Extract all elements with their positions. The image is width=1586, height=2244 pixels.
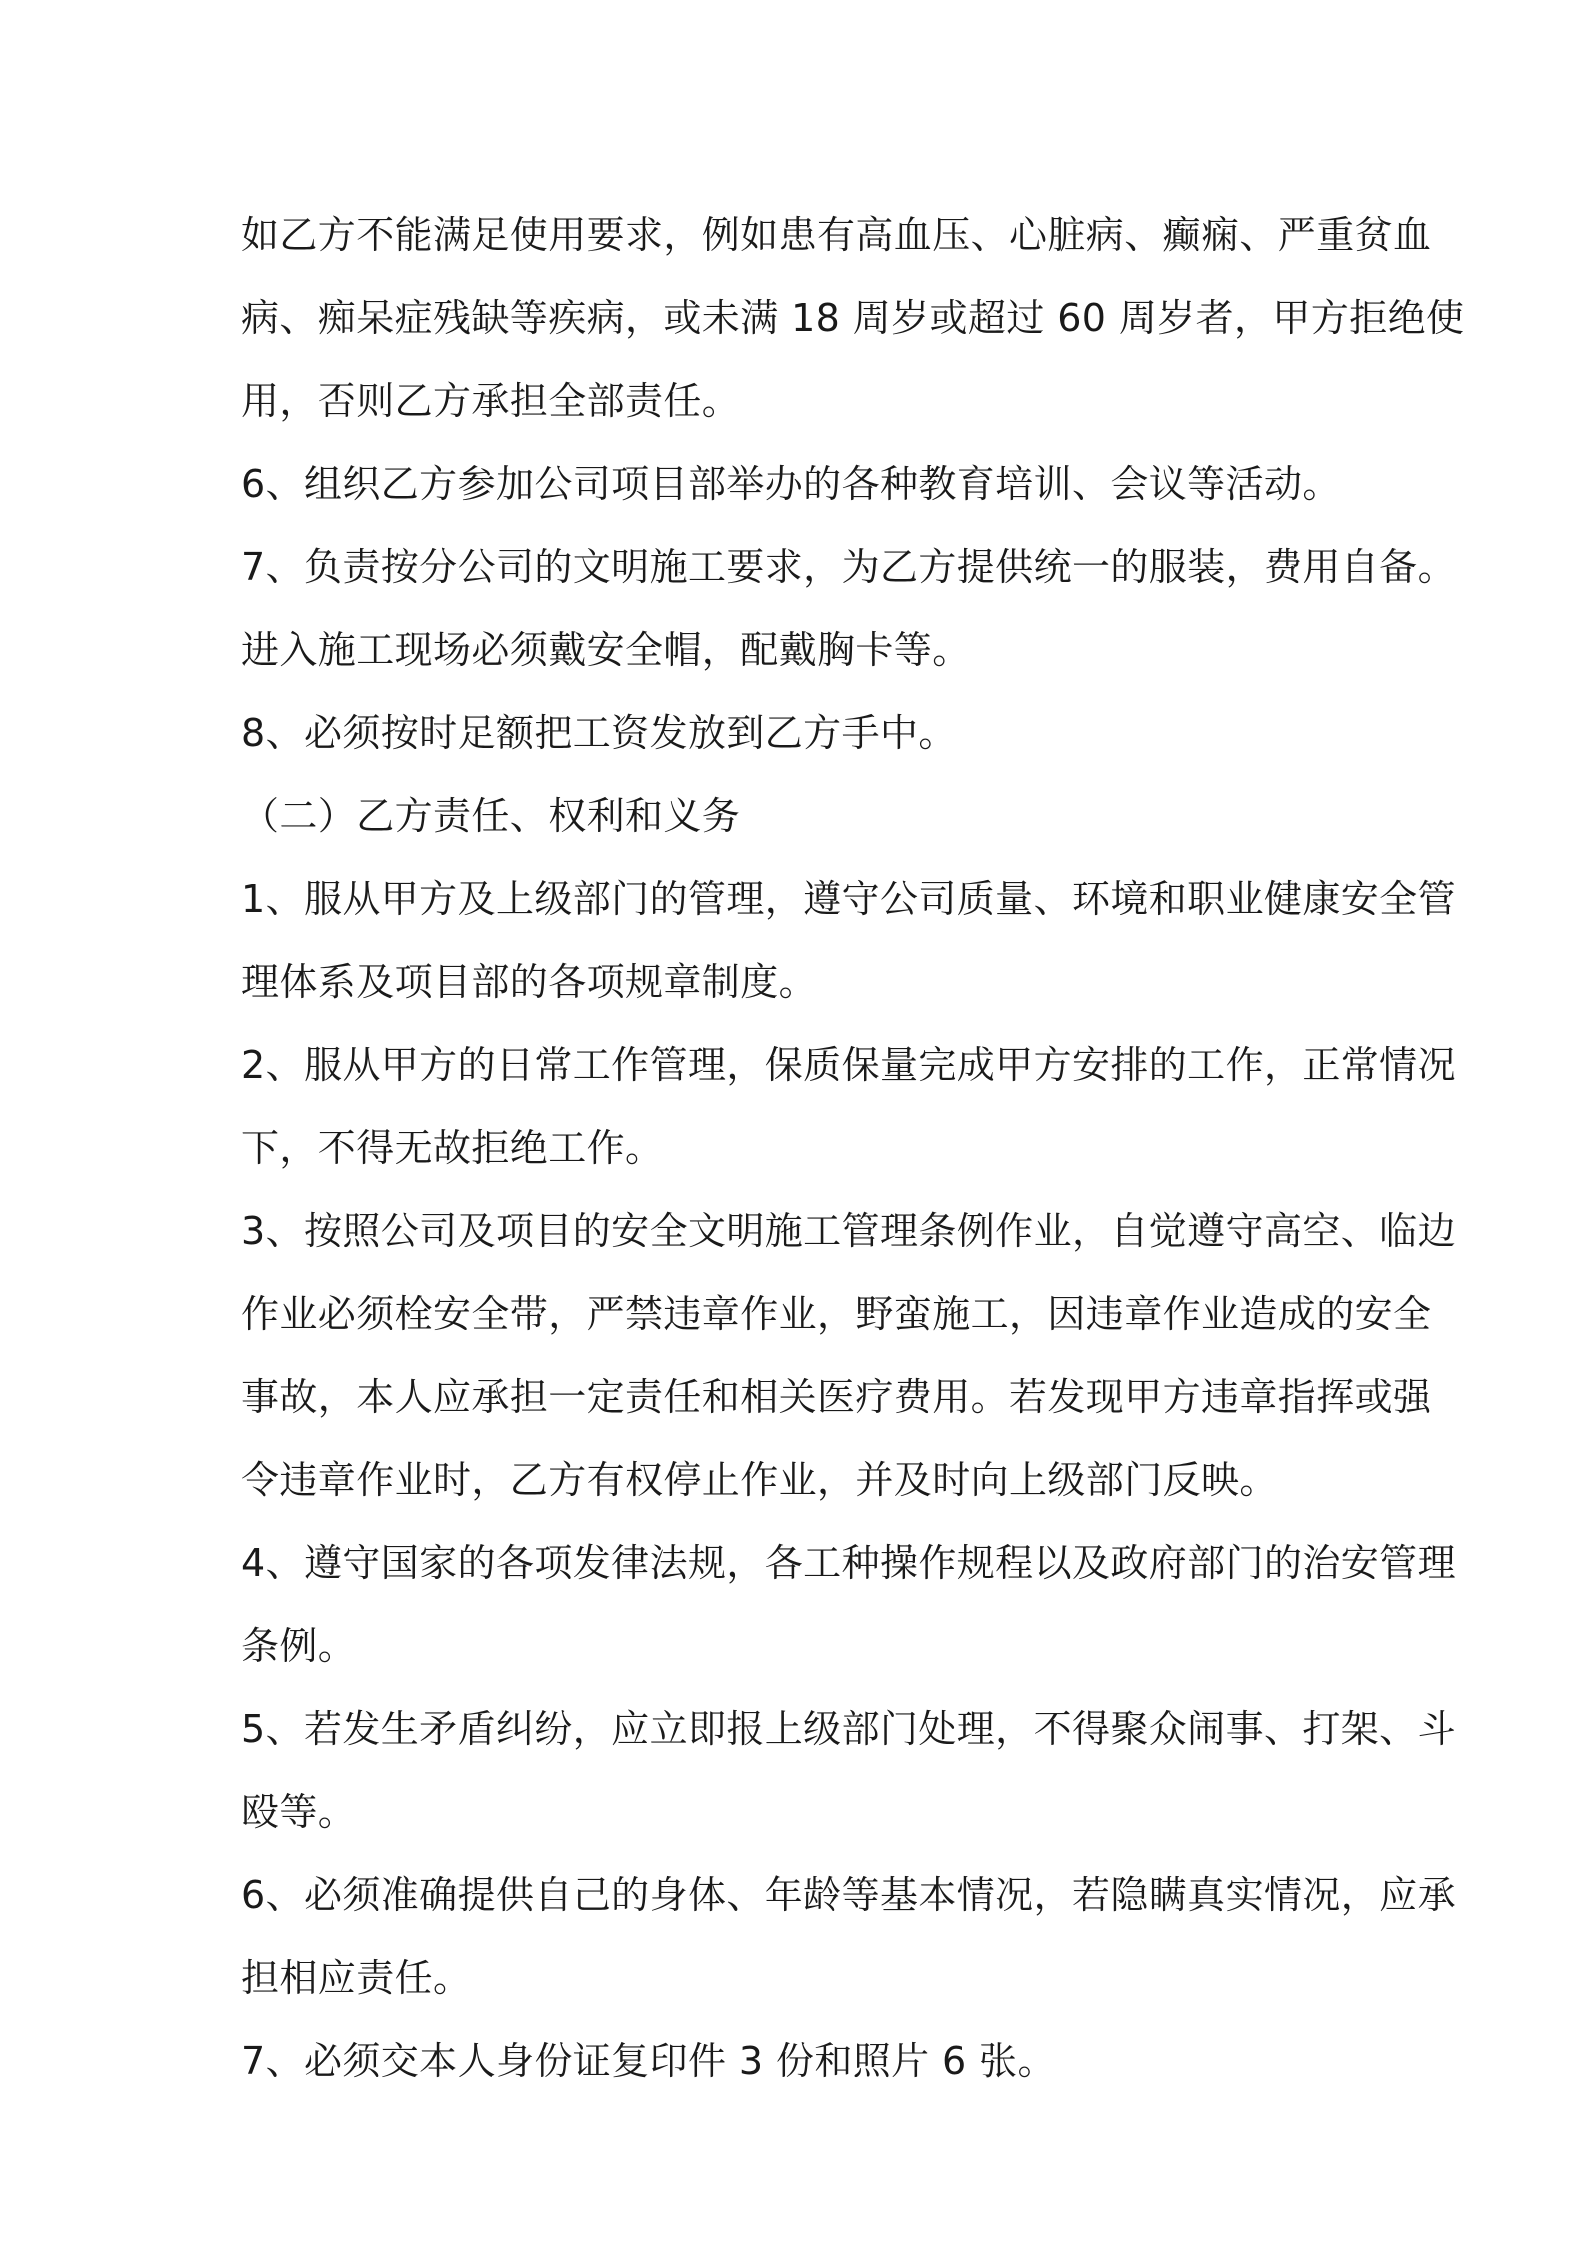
text-line: 下，不得无故拒绝工作。 [241,1126,664,1170]
text-line: 作业必须栓安全带，严禁违章作业，野蛮施工，因违章作业造成的安全 [241,1292,1432,1336]
text-line: 8、必须按时足额把工资发放到乙方手中。 [241,711,957,755]
text-line: 7、负责按分公司的文明施工要求，为乙方提供统一的服装，费用自备。 [241,545,1456,589]
text-line: 理体系及项目部的各项规章制度。 [241,960,818,1004]
text-line: 4、遵守国家的各项发律法规，各工种操作规程以及政府部门的治安管理 [241,1541,1456,1585]
document-body [241,194,1465,2103]
text-line: 殴等。 [241,1790,357,1834]
section-heading: （二）乙方责任、权利和义务 [241,794,741,838]
text-line: 事故，本人应承担一定责任和相关医疗费用。若发现甲方违章指挥或强 [241,1375,1432,1419]
text-line: 令违章作业时，乙方有权停止作业，并及时向上级部门反映。 [241,1458,1278,1502]
text-line: 条例。 [241,1624,357,1668]
text-line: 用，否则乙方承担全部责任。 [241,379,741,423]
text-line: 2、服从甲方的日常工作管理，保质保量完成甲方安排的工作，正常情况 [241,1043,1456,1087]
text-line: 进入施工现场必须戴安全帽，配戴胸卡等。 [241,628,971,672]
text-line: 担相应责任。 [241,1956,472,2000]
text-line: 3、按照公司及项目的安全文明施工管理条例作业，自觉遵守高空、临边 [241,1209,1456,1253]
text-line: 6、组织乙方参加公司项目部举办的各种教育培训、会议等活动。 [241,462,1341,506]
text-line: 5、若发生矛盾纠纷，应立即报上级部门处理，不得聚众闹事、打架、斗 [241,1707,1456,1751]
text-line: 病、痴呆症残缺等疾病，或未满 18 周岁或超过 60 周岁者，甲方拒绝使 [241,296,1465,340]
text-line: 如乙方不能满足使用要求，例如患有高血压、心脏病、癫痫、严重贫血 [241,213,1432,257]
text-line: 7、必须交本人身份证复印件 3 份和照片 6 张。 [241,2039,1056,2083]
text-line: 6、必须准确提供自己的身体、年龄等基本情况，若隐瞒真实情况，应承 [241,1873,1456,1917]
text-line: 1、服从甲方及上级部门的管理，遵守公司质量、环境和职业健康安全管 [241,877,1456,921]
